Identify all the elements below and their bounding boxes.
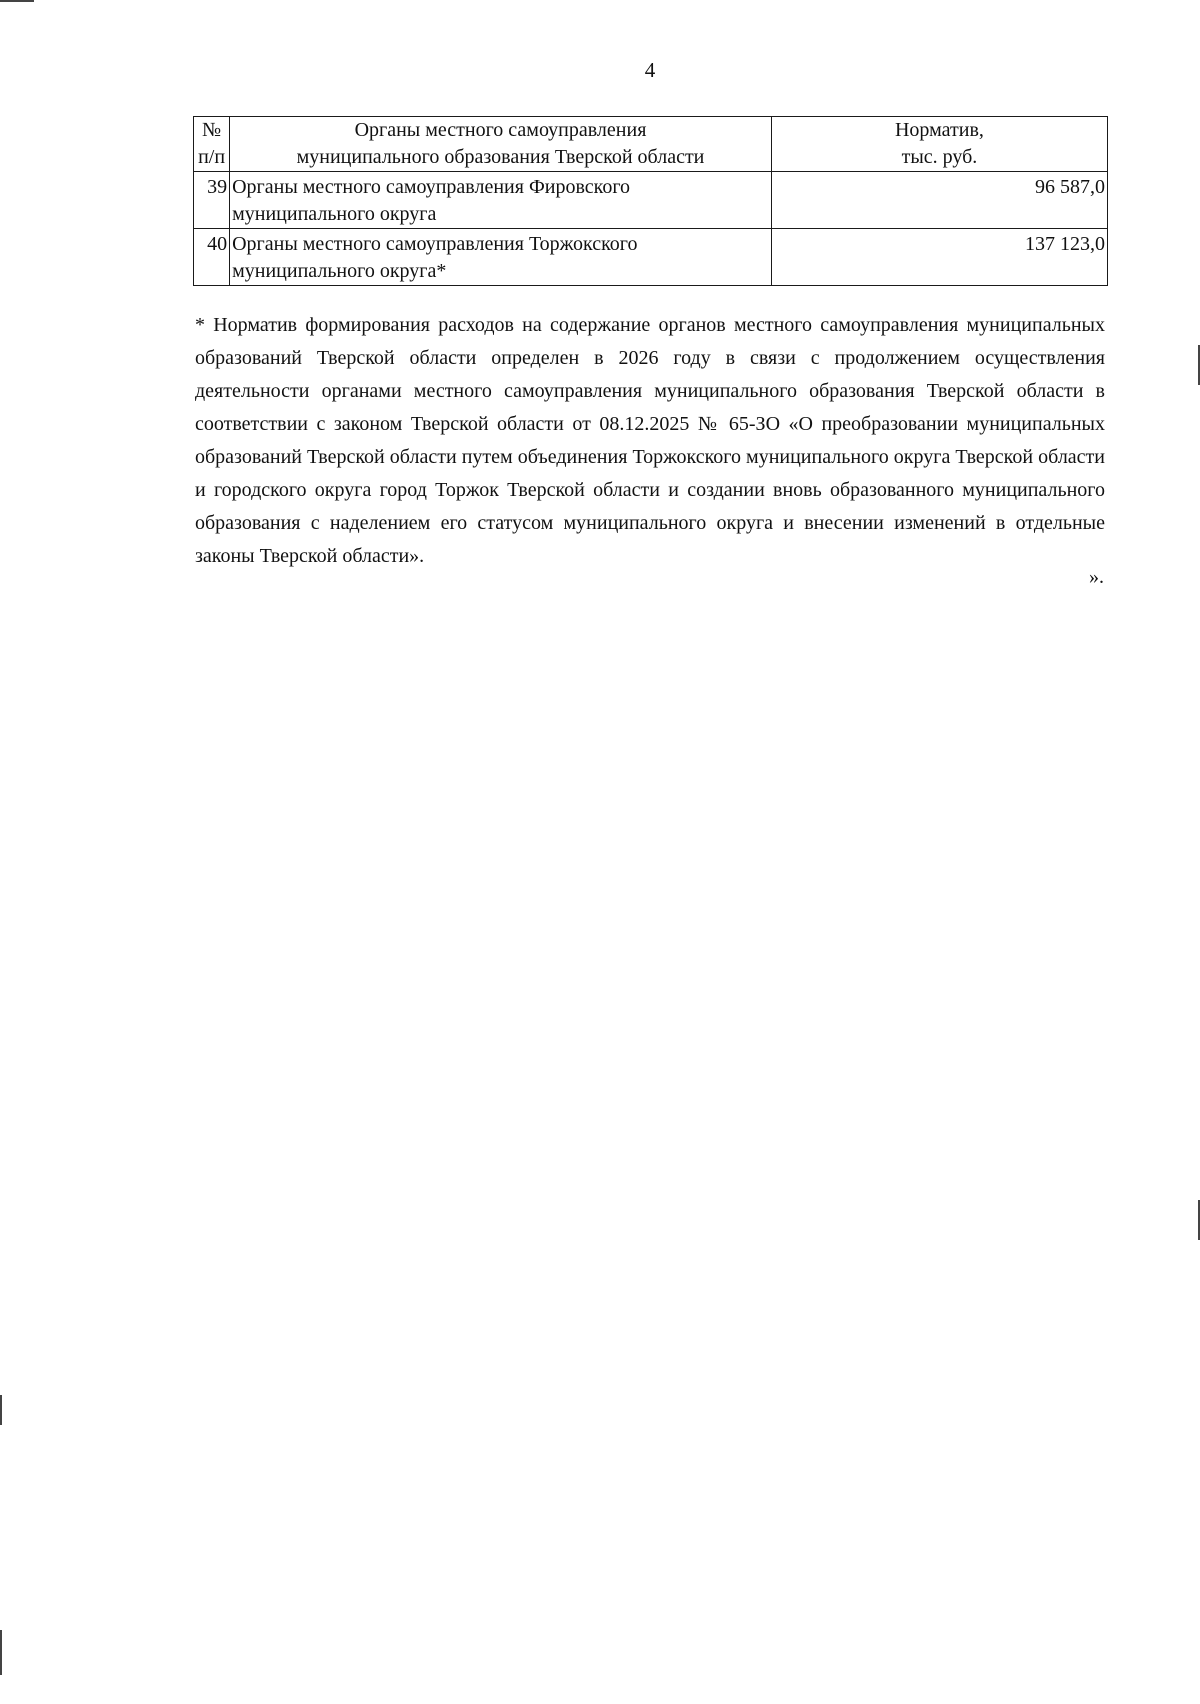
table-header-row [194,117,1108,172]
header-value: Норматив, тыс. руб. [771,117,1107,172]
row-value: 137 123,0 [771,229,1107,286]
row-name: Органы местного самоуправления Торжокского муниципального округа* [230,229,772,286]
scan-edge-mark [0,1630,2,1675]
row-value: 96 587,0 [771,172,1107,229]
table-row [194,229,1108,286]
row-num: 39 [194,172,230,229]
scan-edge-mark [0,0,34,2]
row-name: Органы местного самоуправления Фировского муниципального округа [230,172,772,229]
norm-table [193,116,1108,286]
header-num: № п/п [194,117,230,172]
table-row [194,172,1108,229]
page-number: 4 [644,58,656,82]
closing-quote-mark: ». [1089,566,1104,588]
row-num: 40 [194,229,230,286]
footnote: * Норматив формирования расходов на содержание органов местного самоуправления муниципальных образований Тверской области определен в 2026 году в связи с продолжением осуществления деятельности органами местного самоуправления муниципального образования Тверской области в соответствии с законом Тверской области от 08.12.2025 № 65-ЗО «О преобразовании муниципальных образований Тверской области путем объединения Торжокского муниципального округа Тверской области и городского округа город Торжок Тверской области и создании вновь образованного муниципального образования с наделением его статусом муниципального округа и внесении изменений в отдельные законы Тверской области». [195,314,1105,567]
scan-edge-mark [0,1395,2,1425]
header-name: Органы местного самоуправления муниципального образования Тверской области [230,117,772,172]
